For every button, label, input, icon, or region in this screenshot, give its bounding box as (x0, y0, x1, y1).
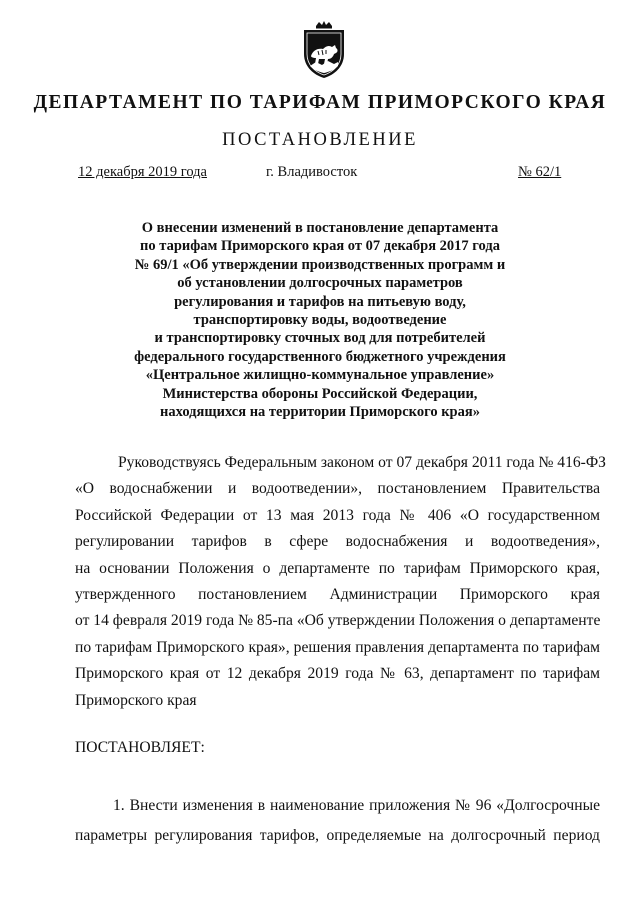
coat-of-arms-icon (296, 20, 352, 80)
preamble-line: «О водоснабжении и водоотведении», постановлением Правительства (75, 480, 600, 498)
preamble-paragraph (75, 450, 606, 714)
subject-line: «Центральное жилищно-коммунальное управление» (145, 367, 495, 384)
department-title: ДЕПАРТАМЕНТ ПО ТАРИФАМ ПРИМОРСКОГО КРАЯ (33, 92, 607, 113)
subject-line: О внесении изменений в постановление департамента (141, 220, 499, 236)
preamble-line: Российской Федерации от 13 мая 2013 года № 406 «О государственном (75, 506, 600, 524)
document-date: 12 декабря 2019 года (78, 164, 207, 180)
preamble-line: утвержденного постановлением Администрации Приморского края (75, 586, 600, 604)
preamble-line: Руководствуясь Федеральным законом от 07 декабря 2011 года № 416-ФЗ (118, 454, 606, 471)
subject-line: и транспортировку сточных вод для потребителей (154, 330, 486, 347)
document-subject (100, 219, 540, 421)
preamble-line: по тарифам Приморского края», решения правления департамента по тарифам (75, 638, 600, 656)
subject-line: регулирования и тарифов на питьевую воду, (174, 293, 466, 310)
item-line: 1. Внести изменения в наименование приложения № 96 «Долгосрочные (113, 797, 600, 814)
preamble-line: на основании Положения о департаменте по тарифам Приморского края, (75, 559, 600, 577)
document-city: г. Владивосток (266, 164, 358, 180)
subject-line: федерального государственного бюджетного учреждения (134, 348, 506, 365)
subject-line: № 69/1 «Об утверждении производственных программ и (134, 256, 506, 273)
preamble-line: регулировании тарифов в сфере водоснабжения и водоотведения», (75, 533, 600, 551)
decree-item-1 (75, 791, 600, 851)
subject-line: по тарифам Приморского края от 07 декабря 2017 года (140, 238, 500, 255)
subject-line: об установлении долгосрочных параметров (177, 275, 463, 292)
document-type: ПОСТАНОВЛЕНИЕ (222, 130, 418, 150)
preamble-line: от 14 февраля 2019 года № 85-па «Об утверждении Положения о департаменте (75, 612, 601, 630)
preamble-line: Приморского края от 12 декабря 2019 года № 63, департамент по тарифам (75, 665, 600, 683)
item-line: параметры регулирования тарифов, определяемые на долгосрочный период (75, 827, 600, 844)
subject-line: транспортировку воды, водоотведение (193, 312, 447, 329)
preamble-line: Приморского края (75, 691, 197, 709)
document-number: № 62/1 (518, 164, 562, 180)
subject-line: Министерства обороны Российской Федерации, (162, 385, 478, 402)
subject-line: находящихся на территории Приморского края» (160, 404, 480, 421)
decree-heading: ПОСТАНОВЛЯЕТ: (75, 739, 205, 756)
